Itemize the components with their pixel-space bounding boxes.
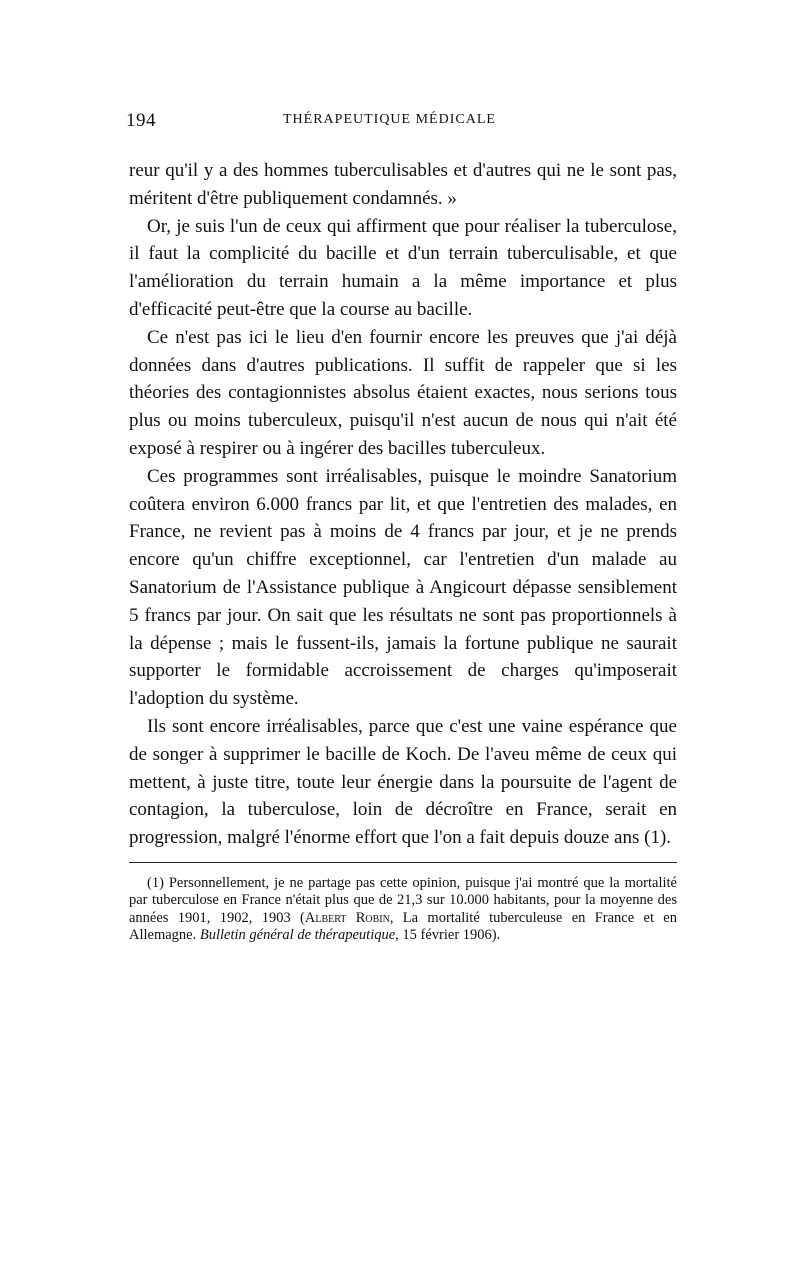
footnote <box>129 875 677 945</box>
body-text <box>129 157 677 852</box>
paragraph: Ces programmes sont irréalisables, puisque le moindre Sanatorium coûtera environ 6.000 francs par lit, et que l'entretien des malades, en France, ne revient pas à moins de 4 francs par jour, et je ne prends encore qu'un chiffre exceptionnel, car l'entretien d'un malade au Sanatorium de l'Assistance publique à Angicourt dépasse sensiblement 5 francs par jour. On sait que les résultats ne sont pas proportionnels à la dépense ; mais le fussent-ils, jamais la fortune publique ne saurait supporter le formidable accroissement de charges qu'imposerait l'adoption du système. <box>129 465 677 710</box>
running-title: THÉRAPEUTIQUE MÉDICALE <box>283 112 496 127</box>
paragraph-continued: reur qu'il y a des hommes tuberculisables et d'autres qui ne le sont pas, méritent d'être publiquement condamnés. » <box>129 160 677 209</box>
footnote-text: , La mortalité tuberculeuse en France et en Allemagne. <box>129 909 677 944</box>
paragraph: Ce n'est pas ici le lieu d'en fournir encore les preuves que j'ai déjà données dans d'autres publications. Il suffit de rappeler que si les théories des contagionnistes absolus étaient exactes, nous serions tous plus ou moins tuberculeux, puisqu'il n'est aucun de nous qui n'ait été exposé à respirer ou à ingérer des bacilles tuberculeux. <box>129 326 677 459</box>
book-page <box>126 110 677 945</box>
footnote-divider <box>129 862 677 863</box>
running-header <box>126 110 677 138</box>
footnote-author: Albert Robin <box>304 909 390 926</box>
footnotes <box>129 875 677 945</box>
footnote-text: , 15 février 1906). <box>395 927 501 944</box>
page-number: 194 <box>126 110 156 131</box>
paragraph: Ils sont encore irréalisables, parce que c'est une vaine espérance que de songer à supprimer le bacille de Koch. De l'aveu même de ceux qui mettent, à juste titre, toute leur énergie dans la poursuite de l'agent de contagion, la tuberculose, loin de décroître en France, serait en progression, malgré l'énorme effort que l'on a fait depuis douze ans (1). <box>129 715 677 849</box>
paragraph: Or, je suis l'un de ceux qui affirment que pour réaliser la tuberculose, il faut la complicité du bacille et d'un terrain tuberculisable, et que l'amélioration du terrain humain a la même importance et plus d'efficacité peut-être que la course au bacille. <box>129 215 677 320</box>
footnote-text: (1) Personnellement, je ne partage pas cette opinion, puisque j'ai montré que la mortalité par tuberculose en France n'était plus que de 21,3 sur 10.000 habitants, pour la moyenne des années 1901, 1902, 1903 ( <box>129 874 677 926</box>
footnote-journal: Bulletin général de thérapeutique <box>199 927 396 944</box>
